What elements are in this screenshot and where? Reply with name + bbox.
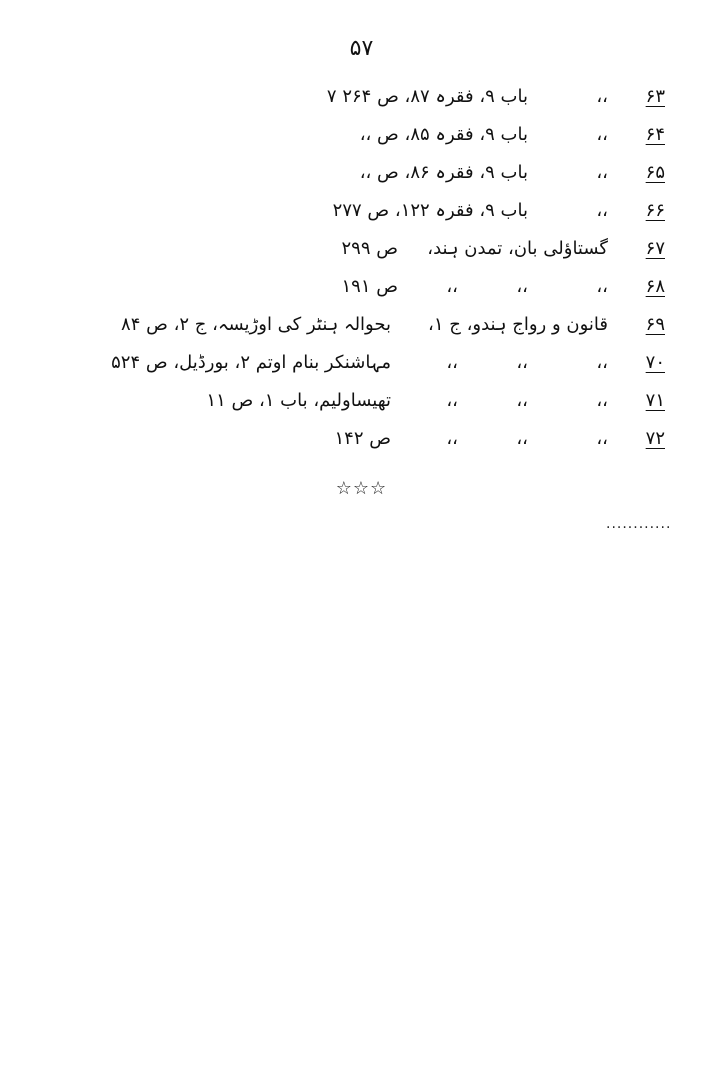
endnote-row xyxy=(0,118,723,156)
endnote-citation: باب ۹، فقرہ ۱۲۲، ص ۲۷۷ xyxy=(332,200,528,221)
endnote-source: قانون و رواج ہندو، ج ۱، xyxy=(428,314,608,335)
ditto-mark: ،، xyxy=(596,124,608,145)
ditto-mark: ،، xyxy=(446,428,458,449)
ditto-mark: ،، xyxy=(596,390,608,411)
endnote-number: ۶۷ xyxy=(645,238,665,259)
endnote-number: ۶۹ xyxy=(645,314,665,335)
ditto-mark: ،، xyxy=(446,352,458,373)
ditto-mark: ،، xyxy=(516,390,528,411)
ditto-mark: ،، xyxy=(596,162,608,183)
endnote-row xyxy=(0,232,723,270)
endnote-citation: باب ۹، فقرہ ۸۶، ص ،، xyxy=(359,162,528,183)
endnote-citation: باب ۹، فقرہ ۸۵، ص ،، xyxy=(359,124,528,145)
ditto-mark: ،، xyxy=(516,352,528,373)
endnote-row xyxy=(0,194,723,232)
endnote-number: ۷۲ xyxy=(645,428,665,449)
trailing-dots: ............ xyxy=(606,516,672,532)
ditto-mark: ،، xyxy=(516,276,528,297)
endnote-row xyxy=(0,346,723,384)
ditto-mark: ،، xyxy=(596,86,608,107)
endnote-number: ۶۴ xyxy=(645,124,665,145)
endnote-row xyxy=(0,384,723,422)
ditto-mark: ،، xyxy=(596,352,608,373)
endnote-row xyxy=(0,270,723,308)
endnote-number: ۶۸ xyxy=(645,276,665,297)
endnote-row xyxy=(0,308,723,346)
ditto-mark: ،، xyxy=(446,390,458,411)
endnote-citation: بحوالہ ہنٹر کی اوڑیسہ، ج ۲، ص ۸۴ xyxy=(121,314,391,335)
endnote-page-ref: ص ۱۴۲ xyxy=(334,428,391,449)
endnote-citation: تھیساولیم، باب ۱، ص ۱۱ xyxy=(206,390,391,411)
endnote-source: گستاؤلی بان، تمدن ہند، xyxy=(427,238,608,259)
endnote-citation: مہاشنکر بنام اوتم ۲، بورڈیل، ص ۵۲۴ xyxy=(111,352,391,373)
endnote-page-ref: ص ۲۹۹ xyxy=(341,238,398,259)
endnote-citation: باب ۹، فقرہ ۸۷، ص ۲۶۴ ۷ xyxy=(326,86,528,107)
ditto-mark: ،، xyxy=(596,428,608,449)
endnote-number: ۶۵ xyxy=(645,162,665,183)
endnote-row xyxy=(0,422,723,460)
ditto-mark: ،، xyxy=(446,276,458,297)
endnote-number: ۶۶ xyxy=(645,200,665,221)
endnotes-list xyxy=(0,80,723,480)
endnote-row xyxy=(0,80,723,118)
endnote-row xyxy=(0,156,723,194)
ditto-mark: ،، xyxy=(596,200,608,221)
ditto-mark: ،، xyxy=(596,276,608,297)
endnote-number: ۶۳ xyxy=(645,86,665,107)
section-separator: ☆☆☆ xyxy=(335,478,388,499)
endnote-number: ۷۰ xyxy=(645,352,665,373)
ditto-mark: ،، xyxy=(516,428,528,449)
page-number: ۵۷ xyxy=(349,36,374,61)
endnote-number: ۷۱ xyxy=(645,390,665,411)
endnote-page-ref: ص ۱۹۱ xyxy=(341,276,398,297)
